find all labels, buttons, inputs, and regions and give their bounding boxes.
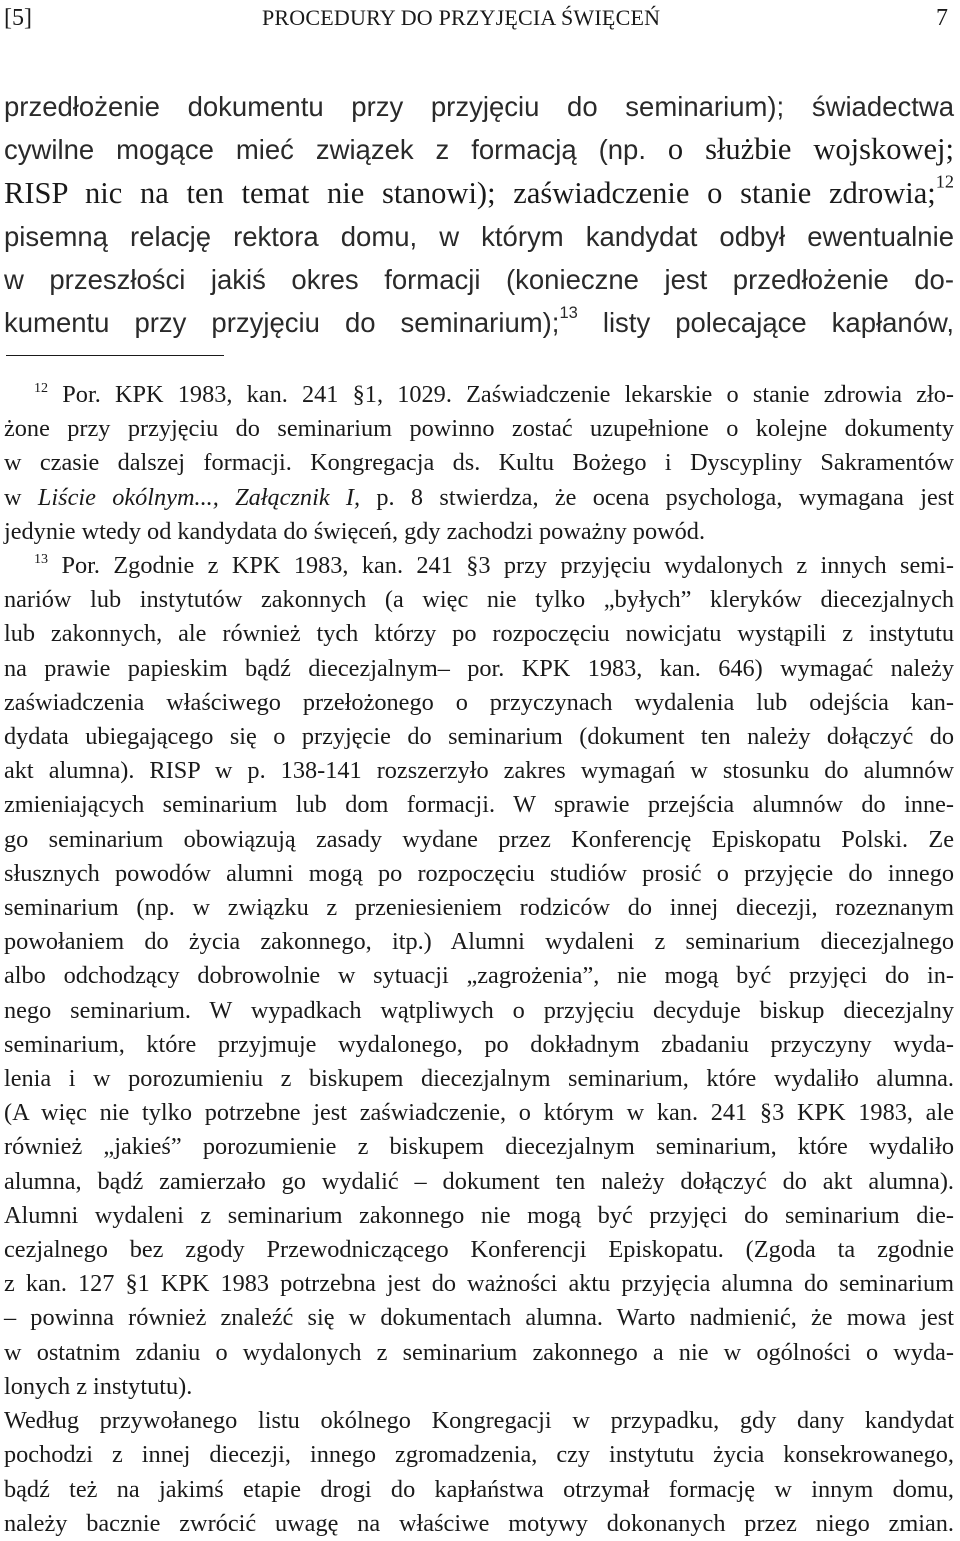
body-line-part: o służbie wojskowej; — [667, 132, 954, 167]
footnotes — [4, 378, 954, 1541]
footnote-line: słusznych powodów alumni mogą po rozpoczęciu studiów prosić o przyjęcie do innego — [4, 859, 954, 887]
body-line — [4, 172, 954, 215]
footnote-line — [4, 378, 954, 412]
body-line: w przeszłości jakiś okres formacji (konieczne jest przedłożenie do- — [4, 264, 954, 296]
footnote-ref-12[interactable]: 12 — [935, 171, 954, 192]
footnote-line: lonych z instytutu). — [4, 1372, 193, 1400]
footnote-marker-13: 13 — [34, 551, 49, 568]
footnote-line: nariów lub instytutów zakonnych (a więc nie tylko „byłych” kleryków diecezjalnych — [4, 586, 954, 614]
body-line-part: cywilne mogące mieć związek z formacją (np. — [4, 134, 646, 166]
footnote-line: lenia i w porozumieniu z biskupem diecezjalnym seminarium, które wydaliło alumna. — [4, 1065, 954, 1093]
footnote-ref-13[interactable]: 13 — [559, 304, 578, 323]
footnote-line: go seminarium obowiązują zasady wydane przez Konferencję Episkopatu Polski. Ze — [4, 825, 954, 853]
body-line: pisemną relację rektora domu, w którym kandydat odbył ewentualnie — [4, 220, 954, 252]
footnote-line: zmieniających seminarium lub dom formacji. W sprawie przejścia alumnów do inne- — [4, 791, 954, 819]
body-line-part: kumentu przy przyjęciu do seminarium); — [4, 307, 560, 339]
footnote-line: cezjalnego bez zgody Przewodniczącego Konferencji Episkopatu. (Zgoda ta zgodnie — [4, 1236, 954, 1264]
footnote-line: lub zakonnych, ale również tych którzy po rozpoczęciu nowicjatu wystąpili z instytutu — [4, 620, 954, 648]
footnote-text: w — [4, 483, 38, 511]
footnote-line: zaświadczenia właściwego przełożonego o przyczynach wydalenia lub odejścia kan- — [4, 688, 954, 716]
footnote-line: – powinna również znaleźć się w dokumentach alumna. Warto nadmienić, że mowa jest — [4, 1304, 954, 1332]
body-line: przedłożenie dokumentu przy przyjęciu do seminarium); świadectwa — [4, 91, 954, 122]
footnote-text: Por. Zgodnie z KPK 1983, kan. 241 §3 przy przyjęciu wydalonych z innych semi- — [61, 552, 955, 580]
footnote-line: powołaniem do życia zakonnego, itp.) Alumni wydaleni z seminarium diecezjalnego — [4, 928, 954, 956]
footnote-line: na prawie papieskim bądź diecezjalnym– por. KPK 1983, kan. 646) wymagać należy — [4, 654, 954, 682]
footnote-line: w ostatnim zdaniu o wydalonych z seminarium zakonnego a nie w ogólności o wyda- — [4, 1338, 954, 1366]
footnote-line: alumna, bądź zamierzało go wydalić – dokument ten należy dołączyć do akt alumna). — [4, 1167, 954, 1195]
footnote-text: Por. KPK 1983, kan. 241 §1, 1029. Zaświadczenie lekarskie o stanie zdrowia zło- — [62, 381, 954, 408]
footnote-line: pochodzi z innej diecezji, innego zgromadzenia, czy instytutu życia konsekrowanego, — [4, 1441, 954, 1469]
section-number: [5] — [4, 5, 32, 31]
footnote-separator — [6, 355, 224, 356]
body-line — [4, 128, 954, 171]
footnote-line: z kan. 127 §1 KPK 1983 potrzebna jest do ważności aktu przyjęcia alumna do seminarium — [4, 1270, 954, 1298]
body-text — [4, 85, 954, 345]
footnote-line — [4, 481, 954, 515]
footnote-line: dydata ubiegającego się o przyjęcie do seminarium (dokument ten należy dołączyć do — [4, 723, 954, 751]
footnote-marker-12: 12 — [34, 380, 49, 397]
footnote-line: jedynie wtedy od kandydata do święceń, gdy zachodzi poważny powód. — [4, 517, 706, 545]
footnote-line: seminarium, które przyjmuje wydalonego, po dokładnym zbadaniu przyczyny wyda- — [4, 1030, 954, 1058]
footnote-line: seminarium (np. w związku z przeniesieniem rodziców do innej diecezji, rozeznanym — [4, 894, 954, 922]
footnote-line: należy bacznie zwrócić uwagę na właściwe motywy dokonanych przez niego zmian. — [4, 1509, 954, 1537]
footnote-line: żone przy przyjęciu do seminarium powinno zostać uzupełnione o kolejne dokumenty — [4, 415, 954, 443]
footnote-line: akt alumna). RISP w p. 138-141 rozszerzyło zakres wymagań w stosunku do alumnów — [4, 757, 954, 785]
footnote-line: Według przywołanego listu okólnego Kongregacji w przypadku, gdy dany kandydat — [4, 1407, 954, 1435]
footnote-line: Alumni wydaleni z seminarium zakonnego nie mogą być przyjęci do seminarium die- — [4, 1201, 954, 1229]
footnote-line: również „jakieś” porozumienie z biskupem diecezjalnym seminarium, które wydaliło — [4, 1133, 954, 1161]
footnote-line: bądź też na jakimś etapie drogi do kapłaństwa otrzymał formację w innym domu, — [4, 1475, 954, 1503]
body-line-part: listy polecające kapłanów, — [602, 307, 954, 339]
footnote-line — [4, 549, 954, 583]
footnote-line: w czasie dalszej formacji. Kongregacja ds. Kultu Bożego i Dyscypliny Sakramentów — [4, 449, 954, 477]
running-header — [4, 0, 954, 36]
footnote-line: albo odchodzący dobrowolnie w sytuacji „zagrożenia”, nie mogą być przyjęci do in- — [4, 962, 954, 990]
running-title: PROCEDURY DO PRZYJĘCIA ŚWIĘCEŃ — [262, 5, 661, 30]
body-line-part: RISP nic na ten temat nie stanowi); zaświadczenie o stanie zdrowia; — [4, 175, 936, 210]
cited-document-title: Liście okólnym..., Załącznik I, — [37, 483, 361, 511]
page-number: 7 — [936, 5, 948, 31]
footnote-line: (A więc nie tylko potrzebne jest zaświadczenie, o którym w kan. 241 §3 KPK 1983, ale — [4, 1099, 954, 1127]
footnote-text: p. 8 stwierdza, że ocena psychologa, wymagana jest — [360, 483, 955, 511]
body-line — [4, 301, 954, 344]
footnote-line: nego seminarium. W wypadkach wątpliwych o przyjęciu decyduje biskup diecezjalny — [4, 996, 954, 1024]
